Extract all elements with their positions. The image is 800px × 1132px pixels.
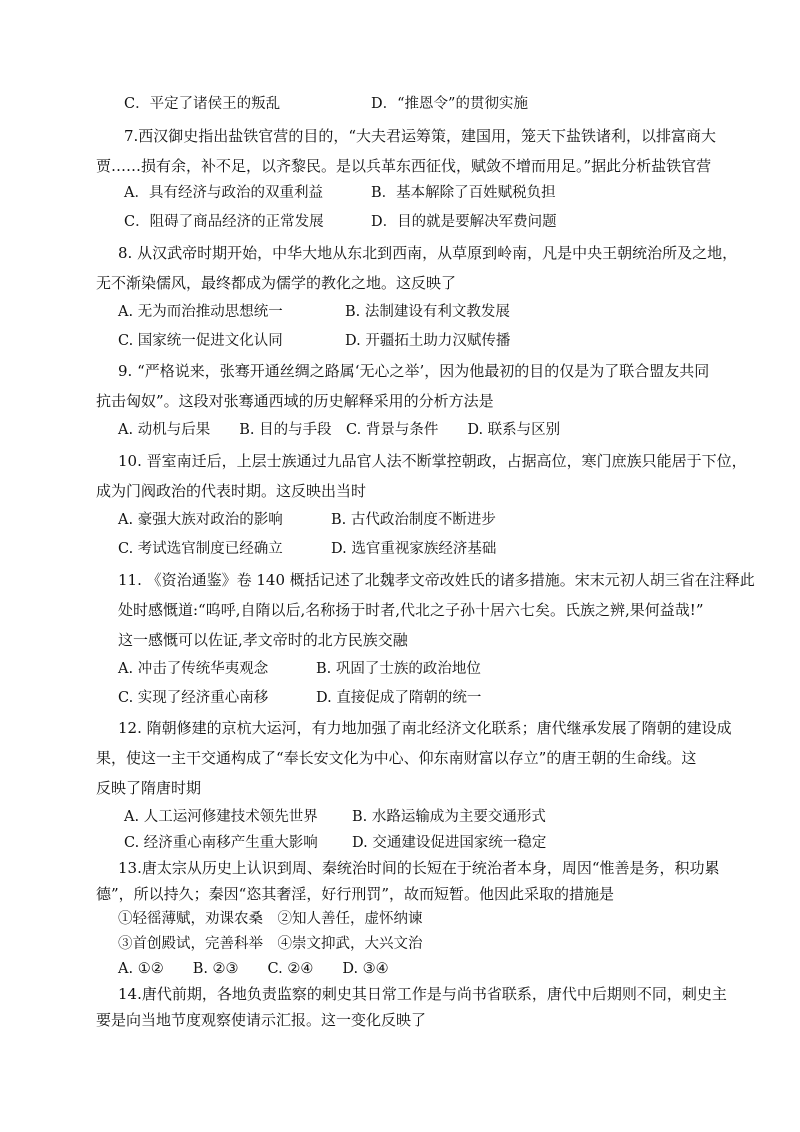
- q11-stem-line-2: 处时感慨道:“呜呼,自隋以后,名称扬于时者,代北之子孙十居六七矣。氏族之辨,果何益哉!”: [118, 601, 704, 619]
- q12-option-a: A. 人工运河修建技术领先世界: [124, 809, 318, 825]
- q7-option-b: B．基本解除了百姓赋税负担: [371, 185, 556, 201]
- q12-stem-line-3: 反映了隋唐时期: [96, 779, 202, 797]
- q9-stem-line-2: 抗击匈奴”。这段对张骞通西域的历史解释采用的分析方法是: [96, 392, 494, 410]
- q11-stem-line-3: 这一感慨可以佐证,孝文帝时的北方民族交融: [118, 631, 408, 649]
- q8-option-c: C. 国家统一促进文化认同: [118, 333, 283, 349]
- q8-option-a: A. 无为而治推动思想统一: [118, 304, 283, 320]
- q14-stem-line-2: 要是向当地节度观察使请示汇报。这一变化反映了: [96, 1011, 427, 1029]
- q8-option-d: D. 开疆拓土助力汉赋传播: [345, 333, 511, 349]
- q11-stem-line-1: 11. 《资治通鉴》卷 140 概括记述了北魏孝文帝改姓氏的诸多措施。宋末元初人胡三省在注释此: [118, 571, 755, 589]
- q12-stem-line-1: 12. 隋朝修建的京杭大运河，有力地加强了南北经济文化联系；唐代继承发展了隋朝的建设成: [118, 719, 732, 737]
- q7-option-d: D．目的就是要解决军费问题: [371, 214, 557, 230]
- q10-option-a: A. 豪强大族对政治的影响: [118, 512, 283, 528]
- q13-options: A. ①② B. ②③ C. ②④ D. ③④: [118, 961, 389, 977]
- q8-stem-line-2: 无不渐染儒风，最终都成为儒学的教化之地。这反映了: [96, 274, 457, 292]
- q13-stem-line-2: 德”，所以持久；秦因“恣其奢淫，好行刑罚”，故而短暂。他因此采取的措施是: [96, 885, 615, 903]
- q10-stem-line-2: 成为门阀政治的代表时期。这反映出当时: [96, 482, 367, 500]
- q12-stem-line-2: 果，使这一主干交通构成了“奉长安文化为中心、仰东南财富以存立”的唐王朝的生命线。这: [96, 749, 697, 767]
- q12-option-b: B. 水路运输成为主要交通形式: [352, 809, 546, 825]
- q11-option-c: C. 实现了经济重心南移: [118, 690, 269, 706]
- q8-option-b: B. 法制建设有利文教发展: [345, 304, 510, 320]
- q13-items-1-2: ①轻徭薄赋，劝课农桑 ②知人善任，虚怀纳谏: [118, 911, 423, 927]
- q12-option-d: D. 交通建设促进国家统一稳定: [352, 835, 547, 851]
- q6-option-c: C．平定了诸侯王的叛乱: [124, 96, 281, 112]
- q12-option-c: C. 经济重心南移产生重大影响: [124, 835, 318, 851]
- q10-option-b: B. 古代政治制度不断进步: [331, 512, 496, 528]
- q7-stem-line-1: 7.西汉御史指出盐铁官营的目的，“大夫君运筹策，建国用，笼天下盐铁诸利，以排富商大: [124, 127, 716, 145]
- q8-stem-line-1: 8. 从汉武帝时期开始，中华大地从东北到西南，从草原到岭南，凡是中央王朝统治所及之地，: [118, 244, 738, 262]
- q11-option-b: B. 巩固了士族的政治地位: [316, 661, 481, 677]
- q10-option-d: D. 选官重视家族经济基础: [331, 541, 497, 557]
- q6-option-d: D．“推恩令”的贯彻实施: [371, 96, 528, 112]
- q11-option-a: A. 冲击了传统华夷观念: [118, 661, 269, 677]
- q9-stem-line-1: 9. “严格说来，张骞开通丝绸之路属‘无心之举’，因为他最初的目的仅是为了联合盟友共同: [118, 362, 710, 380]
- q7-option-c: C．阻碍了商品经济的正常发展: [124, 214, 324, 230]
- q9-options: A. 动机与后果 B. 目的与手段 C. 背景与条件 D. 联系与区别: [118, 422, 561, 438]
- q7-stem-line-2: 贾……损有余，补不足，以齐黎民。是以兵革东西征伐，赋敛不增而用足。”据此分析盐铁官营: [96, 157, 712, 175]
- q10-stem-line-1: 10. 晋室南迁后，上层士族通过九品官人法不断掌控朝政，占据高位，寒门庶族只能居于下位，: [118, 452, 747, 470]
- q14-stem-line-1: 14.唐代前期，各地负责监察的刺史其日常工作是与尚书省联系，唐代中后期则不同，刺史主: [118, 985, 727, 1003]
- q11-option-d: D. 直接促成了隋朝的统一: [316, 690, 482, 706]
- q10-option-c: C. 考试选官制度已经确立: [118, 541, 283, 557]
- q13-stem-line-1: 13.唐太宗从历史上认识到周、秦统治时间的长短在于统治者本身，周因“惟善是务，积功累: [118, 859, 720, 877]
- q7-option-a: A．具有经济与政治的双重利益: [124, 185, 323, 201]
- q13-items-3-4: ③首创殿试，完善科举 ④崇文抑武，大兴文治: [118, 936, 423, 952]
